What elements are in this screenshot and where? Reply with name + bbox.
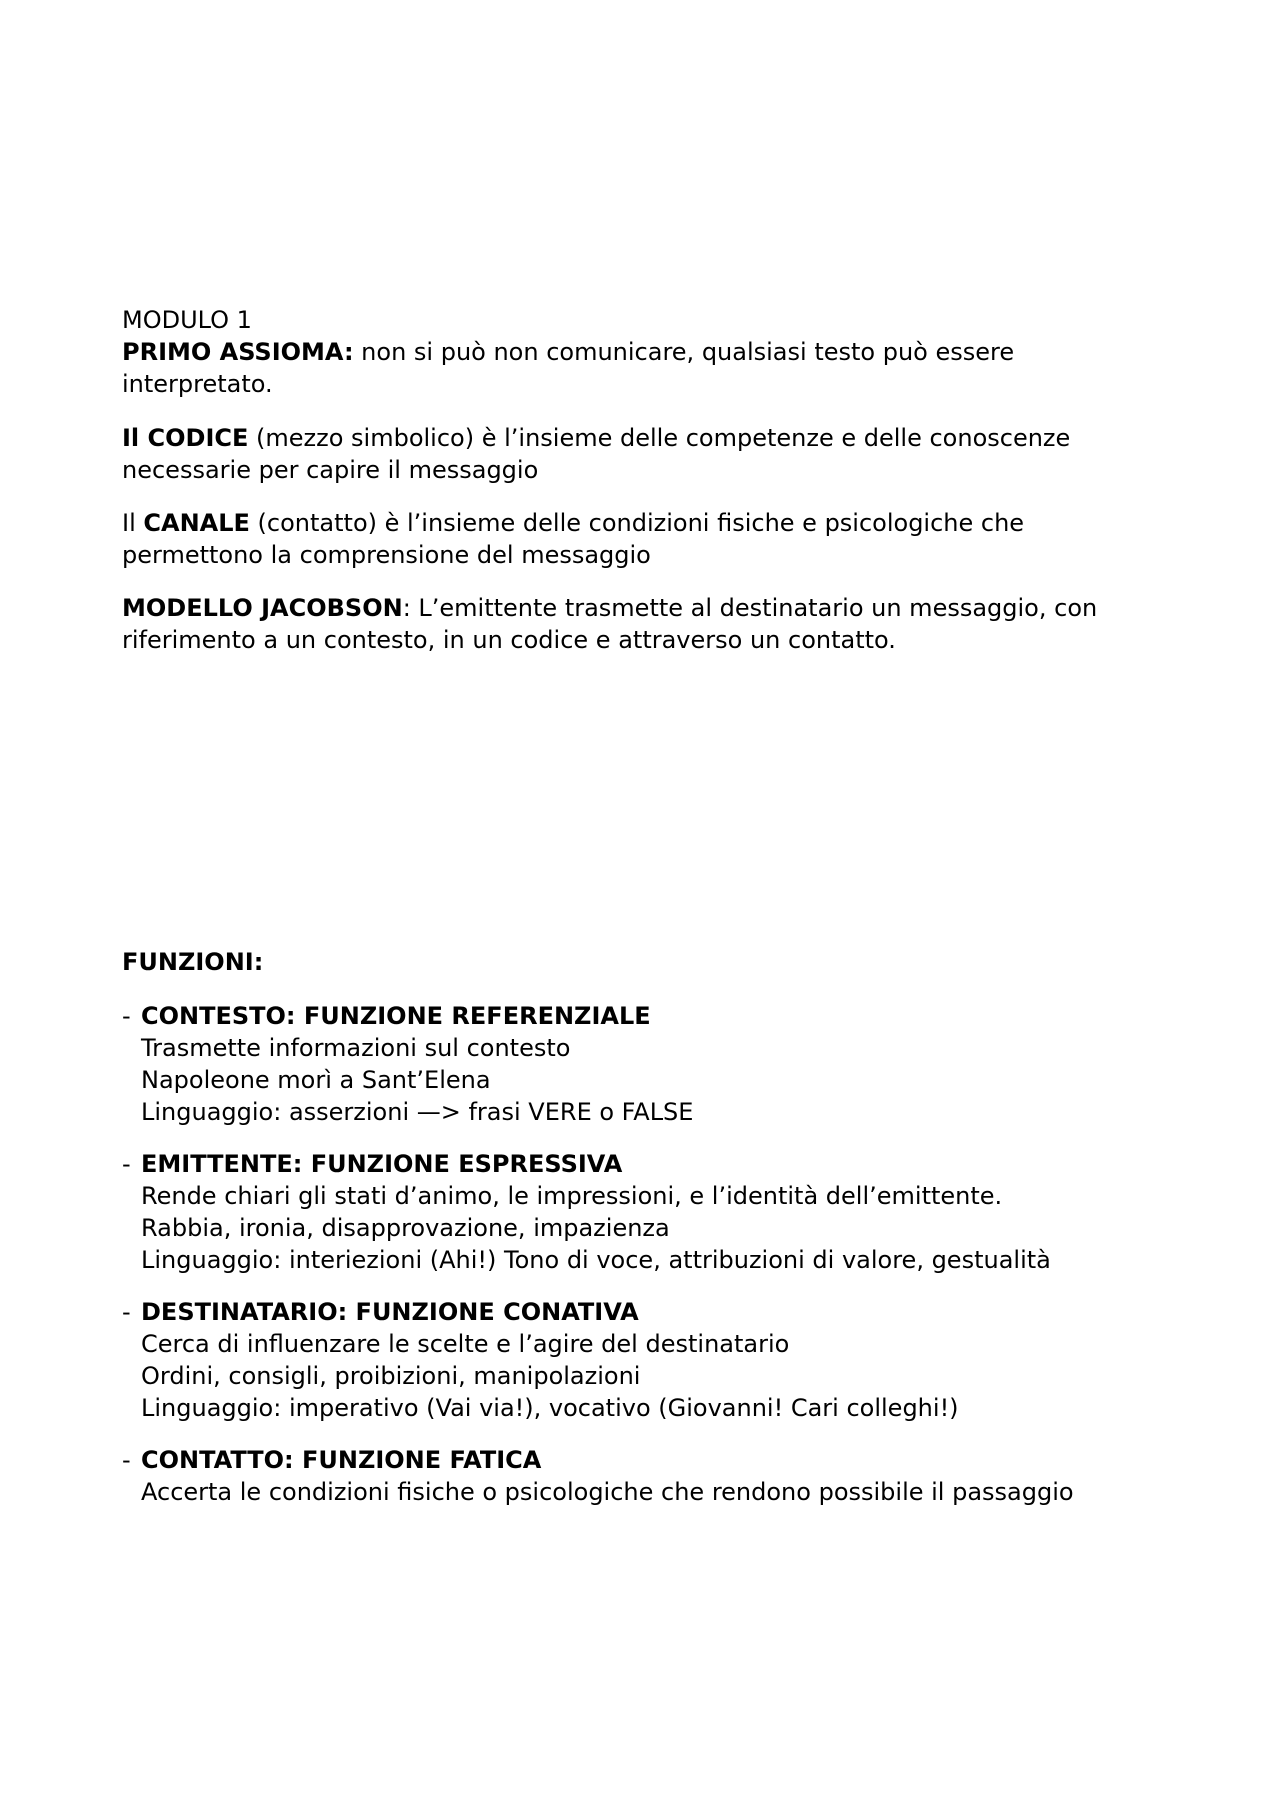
function-line: Accerta le condizioni fisiche o psicologiche che rendono possibile il passaggio bbox=[141, 1478, 1074, 1506]
modello-line-1 bbox=[122, 592, 1162, 624]
canale-text: (contatto) è l’insieme delle condizioni fisiche e psicologiche che bbox=[249, 509, 1025, 537]
function-item-contatto bbox=[122, 1444, 1182, 1508]
primo-assioma-line-1 bbox=[122, 336, 1162, 368]
codice-paragraph bbox=[122, 422, 1162, 486]
list-dash: - bbox=[122, 1002, 131, 1030]
modello-label: MODELLO JACOBSON bbox=[122, 594, 403, 622]
function-item-emittente bbox=[122, 1148, 1182, 1276]
primo-assioma-label: PRIMO ASSIOMA: bbox=[122, 338, 354, 366]
modello-line-2: riferimento a un contesto, in un codice e attraverso un contatto. bbox=[122, 626, 896, 654]
function-line: Linguaggio: imperativo (Vai via!), vocativo (Giovanni! Cari colleghi!) bbox=[141, 1394, 959, 1422]
function-title: EMITTENTE: FUNZIONE ESPRESSIVA bbox=[141, 1150, 623, 1178]
canale-label: CANALE bbox=[143, 509, 250, 537]
funzioni-heading-block bbox=[122, 946, 1162, 978]
function-line: Rabbia, ironia, disapprovazione, impazienza bbox=[141, 1214, 670, 1242]
function-item-contesto bbox=[122, 1000, 1182, 1128]
function-line: Rende chiari gli stati d’animo, le impressioni, e l’identità dell’emittente. bbox=[141, 1182, 1003, 1210]
funzioni-heading: FUNZIONI: bbox=[122, 948, 264, 976]
modello-text: : L’emittente trasmette al destinatario un messaggio, con bbox=[402, 594, 1098, 622]
modello-paragraph bbox=[122, 592, 1162, 656]
function-title: CONTATTO: FUNZIONE FATICA bbox=[141, 1446, 542, 1474]
codice-line-1 bbox=[122, 422, 1162, 454]
function-line: Linguaggio: asserzioni —> frasi VERE o FALSE bbox=[141, 1098, 694, 1126]
module-title: MODULO 1 bbox=[122, 306, 252, 334]
function-line: Trasmette informazioni sul contesto bbox=[141, 1034, 571, 1062]
primo-assioma-line-2: interpretato. bbox=[122, 370, 273, 398]
list-dash: - bbox=[122, 1150, 131, 1178]
primo-assioma-text: non si può non comunicare, qualsiasi testo può essere bbox=[353, 338, 1015, 366]
function-item-destinatario bbox=[122, 1296, 1182, 1424]
function-line: Linguaggio: interiezioni (Ahi!) Tono di voce, attribuzioni di valore, gestualità bbox=[141, 1246, 1051, 1274]
function-title: CONTESTO: FUNZIONE REFERENZIALE bbox=[141, 1002, 651, 1030]
codice-line-2: necessarie per capire il messaggio bbox=[122, 456, 539, 484]
module-section bbox=[122, 304, 1162, 400]
list-dash: - bbox=[122, 1446, 131, 1474]
function-line: Cerca di influenzare le scelte e l’agire del destinatario bbox=[141, 1330, 790, 1358]
codice-text: (mezzo simbolico) è l’insieme delle competenze e delle conoscenze bbox=[248, 424, 1071, 452]
function-line: Ordini, consigli, proibizioni, manipolazioni bbox=[141, 1362, 641, 1390]
canale-line-2: permettono la comprensione del messaggio bbox=[122, 541, 651, 569]
codice-label: Il CODICE bbox=[122, 424, 249, 452]
list-dash: - bbox=[122, 1298, 131, 1326]
function-line: Napoleone morì a Sant’Elena bbox=[141, 1066, 491, 1094]
canale-line-1 bbox=[122, 507, 1162, 539]
function-title: DESTINATARIO: FUNZIONE CONATIVA bbox=[141, 1298, 639, 1326]
canale-paragraph bbox=[122, 507, 1162, 571]
canale-prefix: Il bbox=[122, 509, 144, 537]
